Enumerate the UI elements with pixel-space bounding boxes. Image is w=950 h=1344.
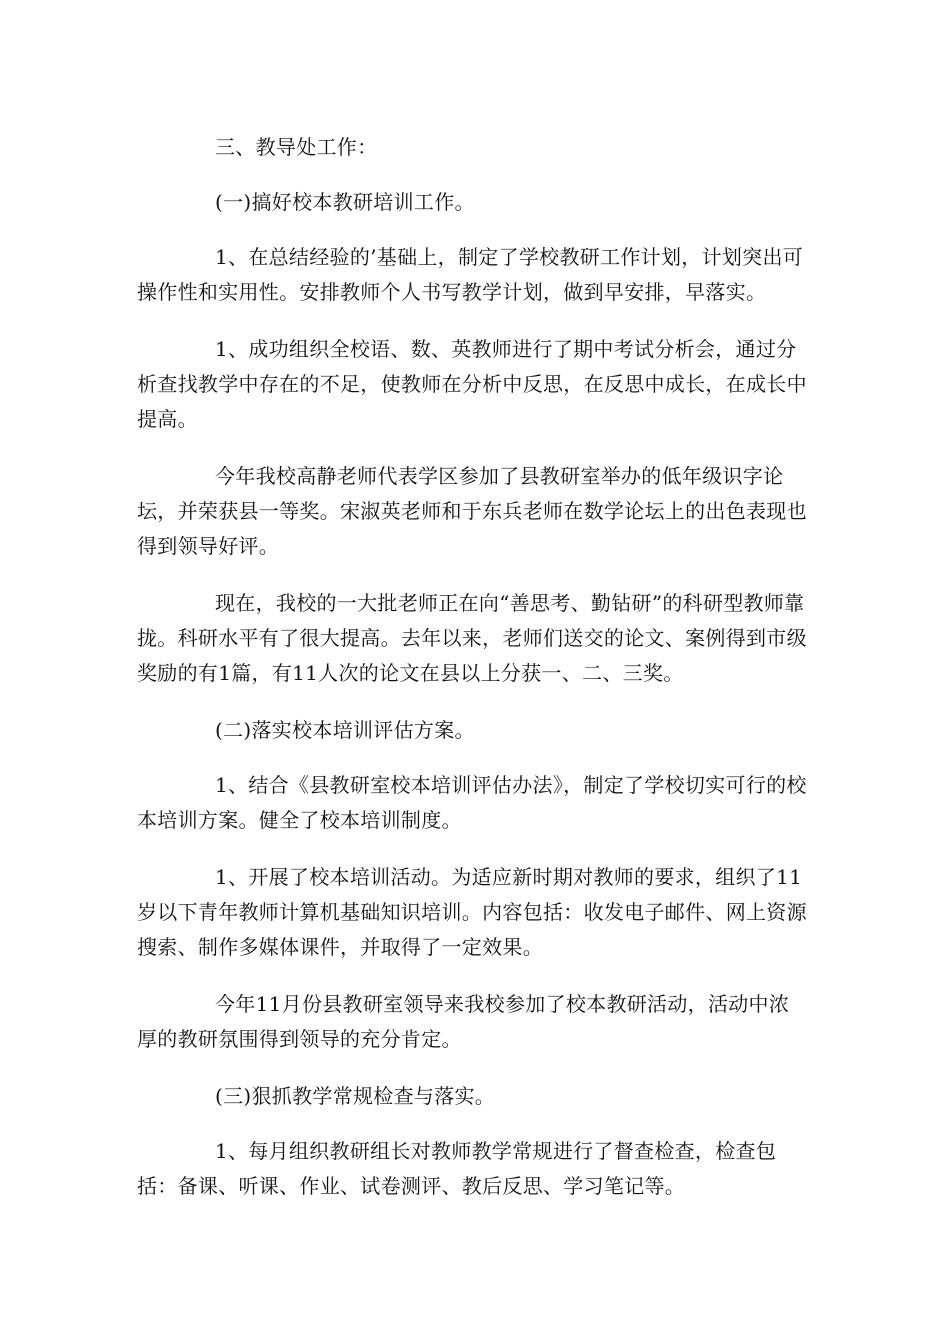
section-heading: 三、教导处工作： — [215, 135, 378, 159]
paragraph: 1、结合《县教研室校本培训评估办法》，制定了学校切实可行的校本培训方案。健全了校本培训制度。 — [137, 773, 807, 832]
subsection-heading: (三)狠抓教学常规检查与落实。 — [215, 1084, 496, 1108]
paragraph: 1、开展了校本培训活动。为适应新时期对教师的要求，组织了11岁以下青年教师计算机基础知识培训。内容包括：收发电子邮件、网上资源搜索、制作多媒体课件，并取得了一定效果。 — [137, 865, 807, 959]
document-body — [137, 130, 809, 1226]
paragraph: 1、在总结经验的’基础上，制定了学校教研工作计划，计划突出可操作性和实用性。安排教师个人书写教学计划，做到早安排，早落实。 — [137, 245, 804, 304]
paragraph: 今年11月份县教研室领导来我校参加了校本教研活动，活动中浓厚的教研氛围得到领导的充分肯定。 — [137, 992, 790, 1051]
paragraph: 现在，我校的一大批老师正在向“善思考、勤钻研”的科研型教师靠拢。科研水平有了很大提高。去年以来，老师们送交的论文、案例得到市级奖励的有1篇，有11人次的论文在县以上分获一、二、三奖。 — [137, 591, 807, 685]
paragraph: 1、成功组织全校语、数、英教师进行了期中考试分析会，通过分析查找教学中存在的不足，使教师在分析中反思，在反思中成长，在成长中提高。 — [137, 337, 807, 431]
paragraph: 1、每月组织教研组长对教师教学常规进行了督查检查，检查包括：备课、听课、作业、试卷测评、教后反思、学习笔记等。 — [137, 1139, 777, 1198]
subsection-heading: (一)搞好校本教研培训工作。 — [215, 190, 475, 214]
paragraph: 今年我校高静老师代表学区参加了县教研室举办的低年级识字论坛，并荣获县一等奖。宋淑英老师和于东兵老师在数学论坛上的出色表现也得到领导好评。 — [137, 464, 807, 558]
subsection-heading: (二)落实校本培训评估方案。 — [215, 718, 475, 742]
